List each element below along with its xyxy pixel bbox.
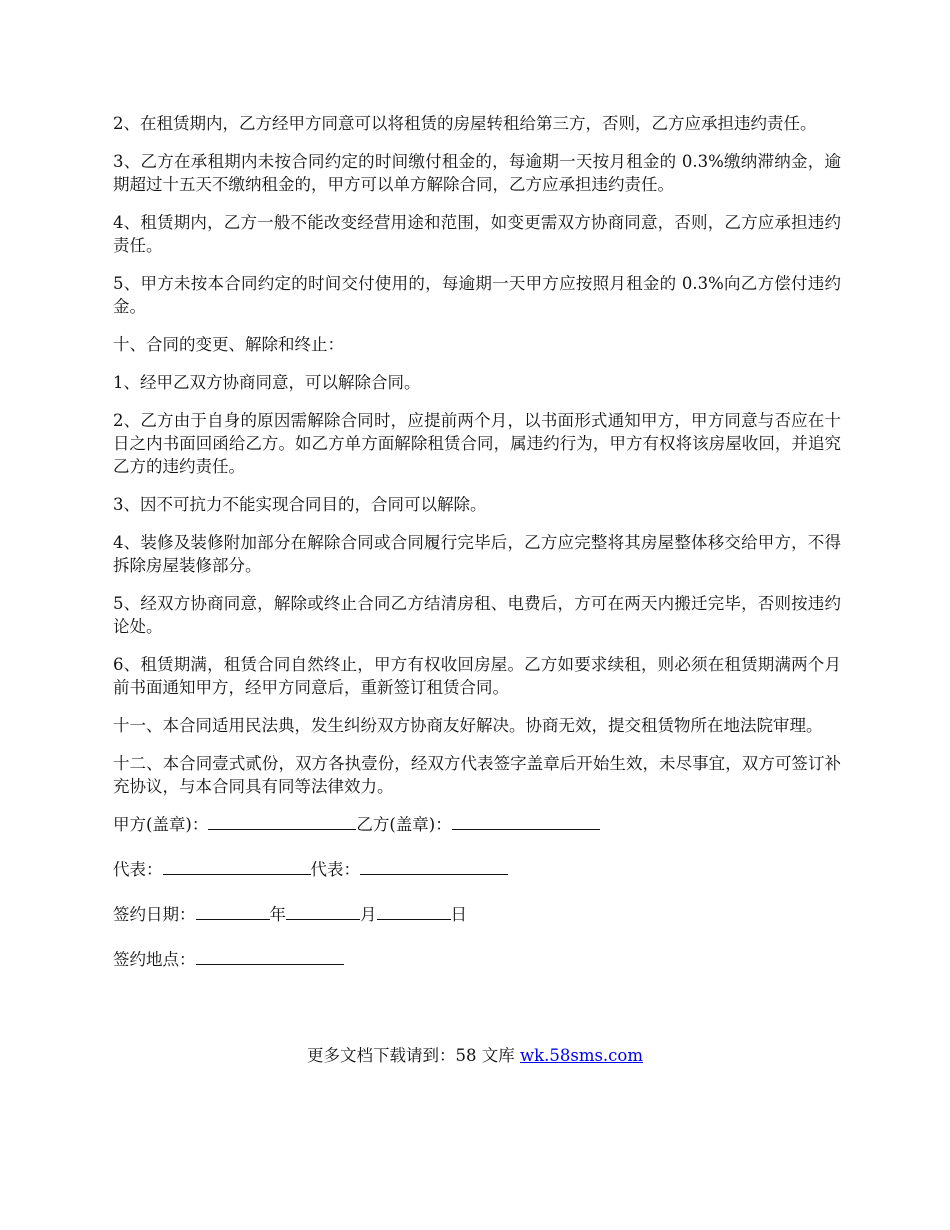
year-blank — [196, 903, 270, 920]
month-blank — [286, 903, 360, 920]
clause-paragraph: 3、乙方在承租期内未按合同约定的时间缴付租金的，每逾期一天按月租金的 0.3%缴纳滞纳金，逾期超过十五天不缴纳租金的，甲方可以单方解除合同，乙方应承担违约责任。 — [113, 152, 841, 194]
clause-paragraph: 5、经双方协商同意，解除或终止合同乙方结清房租、电费后，方可在两天内搬迁完毕，否则按违约论处。 — [113, 594, 841, 636]
day-label: 日 — [450, 905, 467, 924]
clause-paragraph: 6、租赁期满，租赁合同自然终止，甲方有权收回房屋。乙方如要求续租，则必须在租赁期满两个月前书面通知甲方，经甲方同意后，重新签订租赁合同。 — [113, 655, 841, 697]
clause-paragraph: 3、因不可抗力不能实现合同目的，合同可以解除。 — [113, 495, 487, 514]
month-label: 月 — [360, 905, 377, 924]
day-blank — [377, 903, 451, 920]
download-footer — [0, 1044, 950, 1067]
signature-party-line — [113, 813, 841, 836]
year-label: 年 — [269, 905, 286, 924]
party-a-label: 甲方(盖章)： — [113, 815, 209, 834]
clause-paragraph: 5、甲方未按本合同约定的时间交付使用的，每逾期一天甲方应按照月租金的 0.3%向乙方偿付违约金。 — [113, 274, 841, 316]
signature-date-line — [113, 903, 841, 926]
document-body — [113, 112, 841, 993]
clause-paragraph: 4、租赁期内，乙方一般不能改变经营用途和范围，如变更需双方协商同意，否则，乙方应承担违约责任。 — [113, 213, 841, 255]
place-blank — [196, 948, 344, 965]
place-label: 签约地点： — [113, 950, 196, 969]
section-heading: 十、合同的变更、解除和终止： — [113, 335, 344, 354]
rep-a-blank — [163, 858, 311, 875]
clause-paragraph: 1、经甲乙双方协商同意，可以解除合同。 — [113, 373, 421, 392]
clause-paragraph: 2、乙方由于自身的原因需解除合同时，应提前两个月，以书面形式通知甲方，甲方同意与否应在十日之内书面回函给乙方。如乙方单方面解除租赁合同，属违约行为，甲方有权将该房屋收回，并追究乙方的违约责任。 — [113, 411, 841, 476]
clause-paragraph: 2、在租赁期内，乙方经甲方同意可以将租赁的房屋转租给第三方，否则，乙方应承担违约责任。 — [113, 114, 817, 133]
party-b-blank — [452, 813, 600, 830]
rep-b-blank — [360, 858, 508, 875]
rep-b-label: 代表： — [310, 860, 360, 879]
date-label: 签约日期： — [113, 905, 196, 924]
signature-representative-line — [113, 858, 841, 881]
rep-a-label: 代表： — [113, 860, 163, 879]
footer-text: 更多文档下载请到：58 文库 — [306, 1046, 520, 1065]
party-b-label: 乙方(盖章)： — [356, 815, 452, 834]
party-a-blank — [208, 813, 356, 830]
section-paragraph: 十一、本合同适用民法典，发生纠纷双方协商友好解决。协商无效，提交租赁物所在地法院审理。 — [113, 716, 823, 735]
section-paragraph: 十二、本合同壹式贰份，双方各执壹份，经双方代表签字盖章后开始生效，未尽事宜，双方可签订补充协议，与本合同具有同等法律效力。 — [113, 754, 841, 796]
clause-paragraph: 4、装修及装修附加部分在解除合同或合同履行完毕后，乙方应完整将其房屋整体移交给甲方，不得拆除房屋装修部分。 — [113, 533, 841, 575]
signature-place-line — [113, 948, 841, 971]
footer-site-link[interactable]: wk.58sms.com — [519, 1046, 643, 1065]
